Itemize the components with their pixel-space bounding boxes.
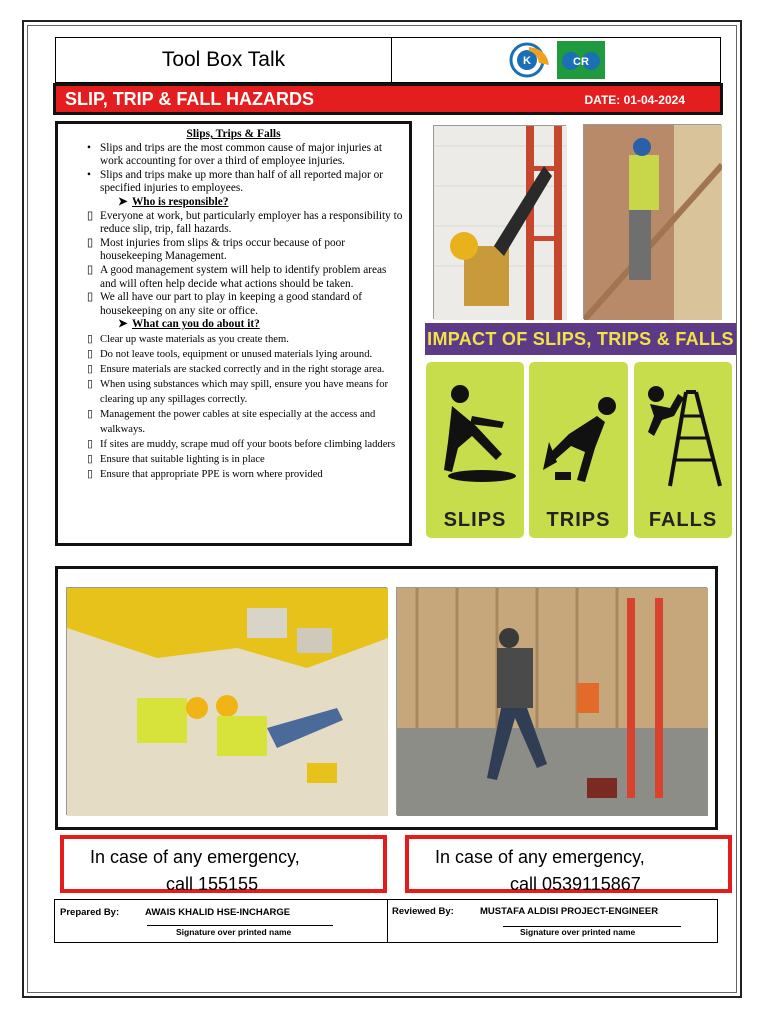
photo-injured-workers-rubble bbox=[66, 587, 387, 815]
emergency-left-number: call 155155 bbox=[166, 874, 259, 894]
trips-panel bbox=[529, 362, 628, 538]
signature-table bbox=[54, 899, 718, 943]
title-row bbox=[55, 37, 721, 83]
emergency-left-line1: In case of any emergency, bbox=[90, 847, 300, 867]
trips-label: TRIPS bbox=[546, 509, 611, 531]
falls-label: FALLS bbox=[648, 509, 718, 531]
trip-pictogram-icon bbox=[535, 376, 623, 486]
logo-k-text: K bbox=[523, 55, 531, 67]
slipping-floor-illustration bbox=[397, 588, 708, 816]
rubble-scene-illustration bbox=[67, 588, 388, 816]
hazard-title-bar bbox=[53, 83, 723, 115]
photo-worker-slipping-floor bbox=[396, 587, 707, 815]
sub-heading-actions: ➤ What can you do about it? bbox=[118, 318, 260, 331]
emergency-box-right bbox=[405, 835, 732, 893]
bullet-item: • Slips and trips are the most common cause of major injuries at work accounting for over a third of employee injuries. bbox=[87, 141, 383, 168]
logo-area bbox=[392, 38, 720, 82]
signature-caption: Signature over printed name bbox=[520, 927, 636, 937]
hazard-date: DATE: 01-04-2024 bbox=[584, 93, 685, 107]
slips-panel bbox=[426, 362, 524, 538]
list-item: ▯ Ensure that suitable lighting is in place bbox=[87, 453, 265, 465]
sub-heading-responsible: ➤ Who is responsible? bbox=[118, 195, 229, 208]
list-item: ▯ Ensure materials are stacked correctly and in the right storage area. bbox=[87, 363, 385, 375]
reviewed-cell bbox=[388, 900, 717, 942]
photo-worker-roof-fall bbox=[583, 124, 721, 319]
signature-caption: Signature over printed name bbox=[176, 927, 292, 937]
list-item: ▯ Ensure that appropriate PPE is worn where provided bbox=[87, 468, 323, 480]
list-item: ▯ When using substances which may spill, ensure you have means for clearing up any spillages correctly. bbox=[87, 378, 389, 405]
list-item: ▯ Most injuries from slips & trips occur because of poor housekeeping Management. bbox=[86, 236, 346, 263]
section-heading: Slips, Trips & Falls bbox=[186, 128, 281, 140]
emergency-right-line1: In case of any emergency, bbox=[435, 847, 645, 867]
signature-line bbox=[147, 925, 333, 926]
prepared-label: Prepared By: bbox=[60, 907, 120, 918]
hazard-title: SLIP, TRIP & FALL HAZARDS bbox=[65, 89, 315, 109]
roof-fall-illustration bbox=[584, 125, 722, 320]
reviewed-label: Reviewed By: bbox=[392, 906, 454, 917]
impact-banner: IMPACT OF SLIPS, TRIPS & FALLS bbox=[425, 323, 736, 355]
slip-pictogram-icon bbox=[432, 376, 518, 486]
prepared-cell bbox=[55, 900, 388, 942]
list-item: ▯ We all have our part to play in keeping a good standard of housekeeping on any site or office. bbox=[86, 291, 362, 317]
list-item: ▯ Clear up waste materials as you create them. bbox=[87, 333, 289, 345]
reviewed-name: MUSTAFA ALDISI PROJECT-ENGINEER bbox=[480, 906, 659, 917]
list-item: ▯ A good management system will help to identify problem areas and will often help decide what actions should be taken. bbox=[86, 263, 387, 290]
logo-cr-text: CR bbox=[573, 56, 589, 68]
list-item: ▯ Do not leave tools, equipment or unused materials lying around. bbox=[87, 348, 373, 360]
ladder-fall-illustration bbox=[434, 126, 567, 320]
emergency-right-number: call 0539115867 bbox=[510, 874, 641, 894]
list-item: ▯ Management the power cables at site especially at the access and walkways. bbox=[87, 408, 376, 435]
safety-text-box bbox=[55, 121, 412, 546]
page-title: Tool Box Talk bbox=[56, 38, 392, 82]
company-logo-cr bbox=[557, 41, 605, 79]
prepared-name: AWAIS KHALID HSE-INCHARGE bbox=[145, 907, 291, 918]
photo-worker-ladder-fall bbox=[433, 125, 566, 319]
falls-panel bbox=[634, 362, 732, 538]
list-item: ▯ If sites are muddy, scrape mud off your boots before climbing ladders bbox=[87, 438, 396, 450]
fall-ladder-pictogram-icon bbox=[640, 376, 726, 496]
emergency-box-left bbox=[60, 835, 387, 893]
slips-label: SLIPS bbox=[443, 509, 507, 531]
list-item: ▯ Everyone at work, but particularly employer has a responsibility to reduce slip, trip, fall hazards. bbox=[86, 209, 403, 236]
company-logo-k bbox=[507, 41, 551, 79]
bullet-item: • Slips and trips make up more than half of all reported major or specified injuries to employees. bbox=[87, 168, 383, 195]
